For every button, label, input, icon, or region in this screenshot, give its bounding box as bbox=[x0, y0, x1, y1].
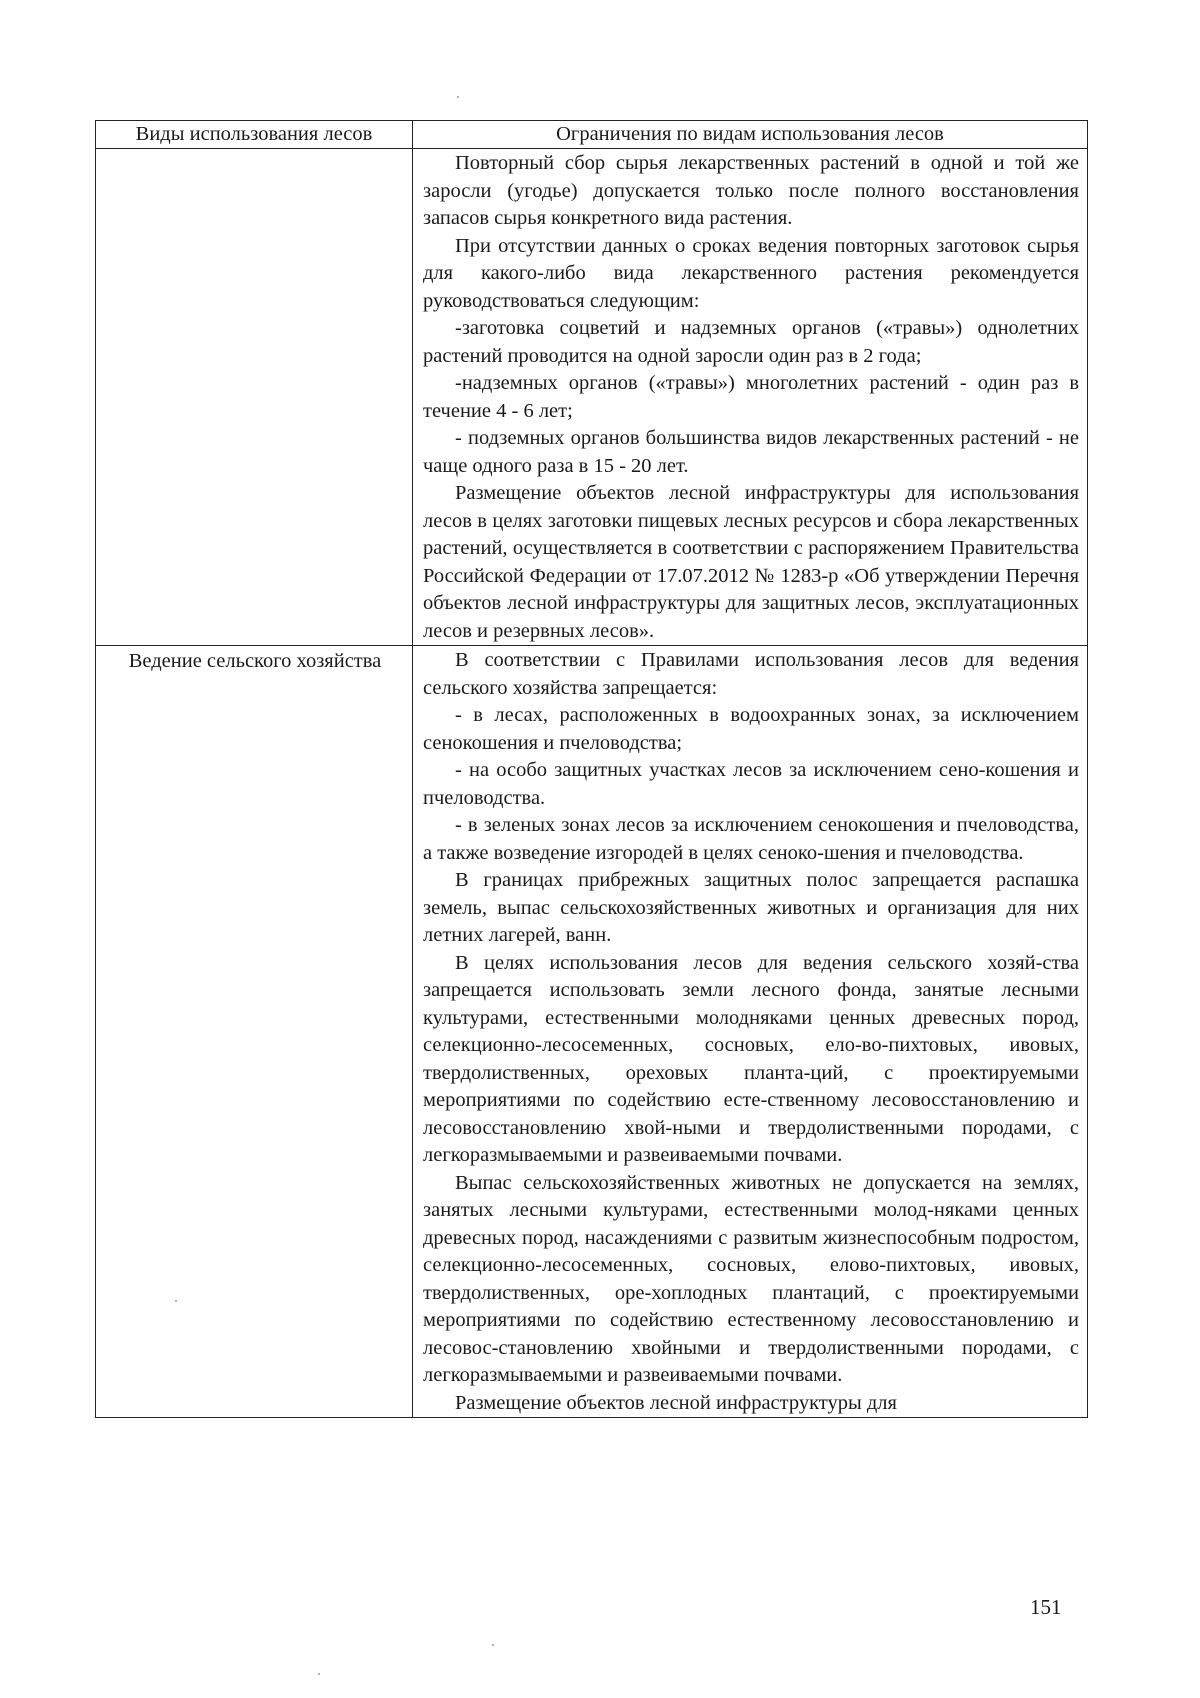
table-header-row bbox=[96, 121, 1088, 149]
paragraph: Размещение объектов лесной инфраструктуры для bbox=[455, 1391, 897, 1414]
paragraph: Повторный сбор сырья лекарственных растений в одной и той же заросли (угодье) допускается только после полного восстановления запасов сырья конкретного вида растения. bbox=[423, 152, 1079, 229]
restrictions-cell bbox=[413, 646, 1088, 1418]
page-number: 151 bbox=[1030, 1595, 1062, 1619]
list-item: -надземных органов («травы») многолетних растений - один раз в течение 4 - 6 лет; bbox=[423, 372, 1079, 422]
column-header-restrictions: Ограничения по видам использования лесов bbox=[413, 121, 1088, 149]
scan-speck bbox=[318, 1673, 320, 1675]
list-item: - в лесах, расположенных в водоохранных зонах, за исключением сенокошения и пчеловодства; bbox=[423, 704, 1079, 754]
table-row bbox=[96, 149, 1088, 646]
forest-use-table bbox=[95, 120, 1088, 1418]
paragraph: В соответствии с Правилами использования лесов для ведения сельского хозяйства запрещается: bbox=[423, 649, 1079, 699]
column-header-kind: Виды использования лесов bbox=[96, 121, 413, 149]
list-item: - на особо защитных участках лесов за исключением сено-кошения и пчеловодства. bbox=[423, 759, 1079, 809]
list-item: - подземных органов большинства видов лекарственных растений - не чаще одного раза в 15 - 20 лет. bbox=[423, 427, 1079, 477]
table-row bbox=[96, 646, 1088, 1418]
paragraph: В границах прибрежных защитных полос запрещается распашка земель, выпас сельскохозяйственных животных и организация для них летних лагерей, ванн. bbox=[423, 869, 1079, 946]
scan-speck bbox=[457, 96, 459, 98]
restrictions-cell bbox=[413, 149, 1088, 646]
use-kind-cell bbox=[96, 149, 413, 646]
scan-speck bbox=[492, 1644, 494, 1646]
list-item: -заготовка соцветий и надземных органов («травы») однолетних растений проводится на одной заросли один раз в 2 года; bbox=[423, 317, 1079, 367]
paragraph: При отсутствии данных о сроках ведения повторных заготовок сырья для какого-либо вида лекарственного растения рекомендуется руководствоваться следующим: bbox=[423, 234, 1079, 312]
use-kind-cell: Ведение сельского хозяйства bbox=[96, 646, 413, 1418]
paragraph: В целях использования лесов для ведения сельского хозяй-ства запрещается использовать земли лесного фонда, занятые лесными культурами, естественными молодняками ценных древесных пород, селекционно-лесосеменных, сосновых, ело-во-пихтовых, ивовых, твердолиственных, ореховых планта-ций, с проектируемыми мероприятиями по содействию есте-ственному лесовосстановлению и лесовосстановлению хвой-ными и твердолиственными породами, с легкоразмываемыми и развеиваемыми почвами. bbox=[423, 951, 1079, 1166]
paragraph: Размещение объектов лесной инфраструктуры для использования лесов в целях заготовки пищевых лесных ресурсов и сбора лекарственных растений, осуществляется в соответствии с распоряжением Правительства Российской Федерации от 17.07.2012 № 1283-р «Об утверждении Перечня объектов лесной инфраструктуры для защитных лесов, эксплуатационных лесов и резервных лесов». bbox=[423, 482, 1079, 642]
paragraph: Выпас сельскохозяйственных животных не допускается на землях, занятых лесными культурами, естественными молод-няками ценных древесных пород, насаждениями с развитым жизнеспособным подростом, селекционно-лесосеменных, сосновых, елово-пихтовых, ивовых, твердолиственных, оре-хоплодных плантаций, с проектируемыми мероприятиями по содействию естественному лесовосстановлению и лесовос-становлению хвойными и твердолиственными породами, с легкоразмываемыми и развеиваемыми почвами. bbox=[423, 1171, 1079, 1386]
scan-speck bbox=[175, 1300, 177, 1302]
list-item: - в зеленых зонах лесов за исключением сенокошения и пчеловодства, а также возведение изгородей в целях сеноко-шения и пчеловодства. bbox=[423, 814, 1079, 864]
